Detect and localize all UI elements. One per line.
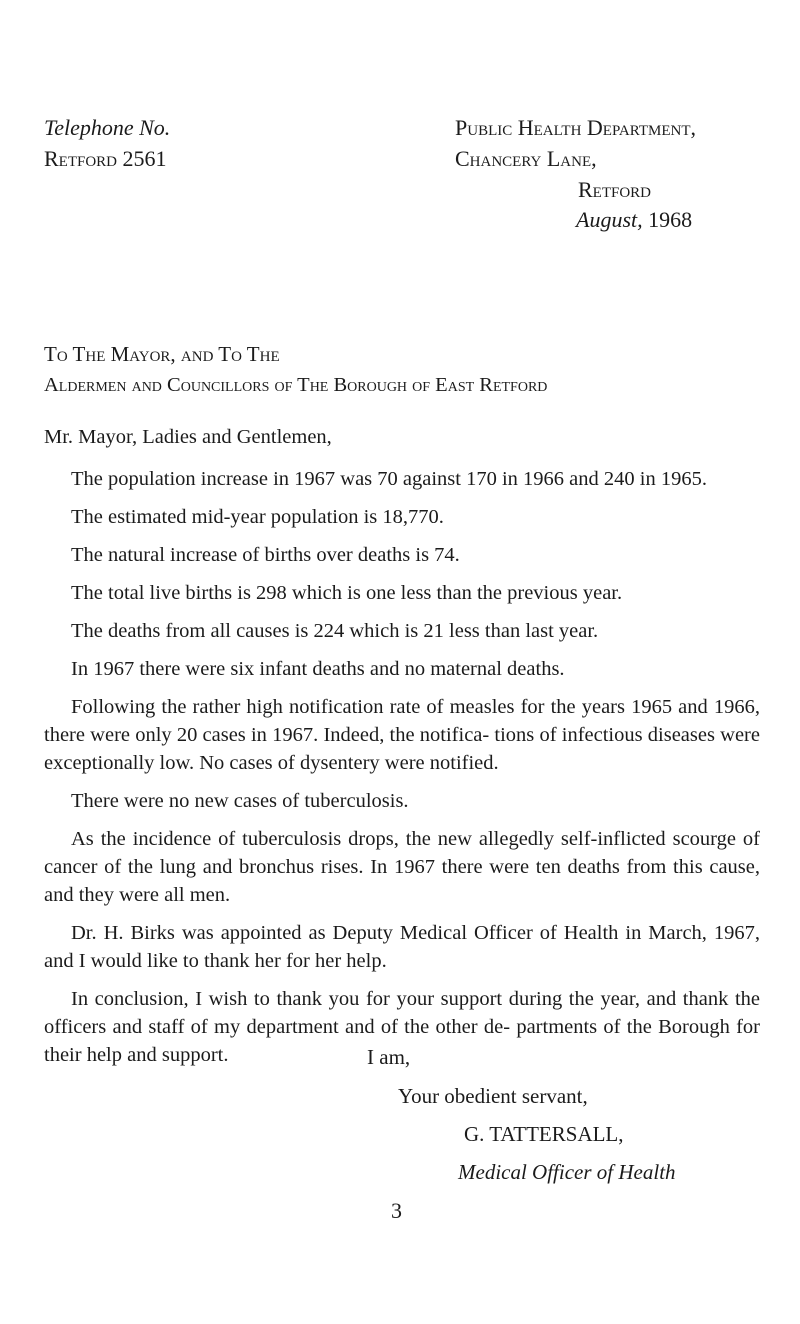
paragraph-conclusion: In conclusion, I wish to thank you for your support during the year, and thank the officers and staff of my department and of the other de- partments of the Borough for their help and support.: [44, 988, 760, 1066]
closing-servant: Your obedient servant,: [398, 1084, 588, 1108]
signatory-name: G. TATTERSALL,: [464, 1122, 624, 1146]
paragraph-infant-deaths: In 1967 there were six infant deaths and no maternal deaths.: [71, 658, 565, 680]
telephone-number: Retford 2561: [44, 146, 167, 171]
signatory-title: Medical Officer of Health: [458, 1160, 676, 1184]
paragraph-population-increase: The population increase in 1967 was 70 against 170 in 1966 and 240 in 1965.: [71, 468, 707, 490]
closing-i-am: I am,: [367, 1045, 411, 1069]
letter-date: [576, 205, 692, 235]
department-name: Public Health Department,: [455, 115, 697, 140]
salutation: Mr. Mayor, Ladies and Gentlemen,: [44, 426, 332, 448]
telephone-label: Telephone No.: [44, 115, 171, 140]
address-line-1: To The Mayor, and To The: [44, 342, 280, 366]
address-line-2: Aldermen and Councillors of The Borough of East Retford: [44, 374, 548, 396]
paragraph-live-births: The total live births is 298 which is one less than the previous year.: [71, 582, 623, 604]
town: Retford: [578, 177, 652, 202]
paragraph-tuberculosis: There were no new cases of tuberculosis.: [71, 790, 409, 812]
paragraph-lung-cancer: As the incidence of tuberculosis drops, the new allegedly self-inflicted scourge of cancer of the lung and bronchus rises. In 1967 there were ten deaths from this cause, and they were all men.: [44, 828, 760, 906]
paragraph-deaths: The deaths from all causes is 224 which is 21 less than last year.: [71, 620, 599, 642]
letter-body: [44, 423, 760, 1079]
paragraph-infectious-diseases: Following the rather high notification rate of measles for the years 1965 and 1966, there were only 20 cases in 1967. Indeed, the notifica- tions of infectious diseases were exceptionally low. No cases of dysentery were notified.: [44, 696, 760, 774]
page-number: 3: [391, 1198, 402, 1223]
date-year: 1968: [648, 207, 693, 232]
street-address: Chancery Lane,: [455, 146, 597, 171]
paragraph-mid-year-population: The estimated mid-year population is 18,770.: [71, 506, 444, 528]
paragraph-deputy-appointment: Dr. H. Birks was appointed as Deputy Medical Officer of Health in March, 1967, and I would like to thank her for her help.: [44, 922, 760, 972]
date-month: August,: [576, 207, 643, 232]
paragraph-natural-increase: The natural increase of births over deaths is 74.: [71, 544, 460, 566]
